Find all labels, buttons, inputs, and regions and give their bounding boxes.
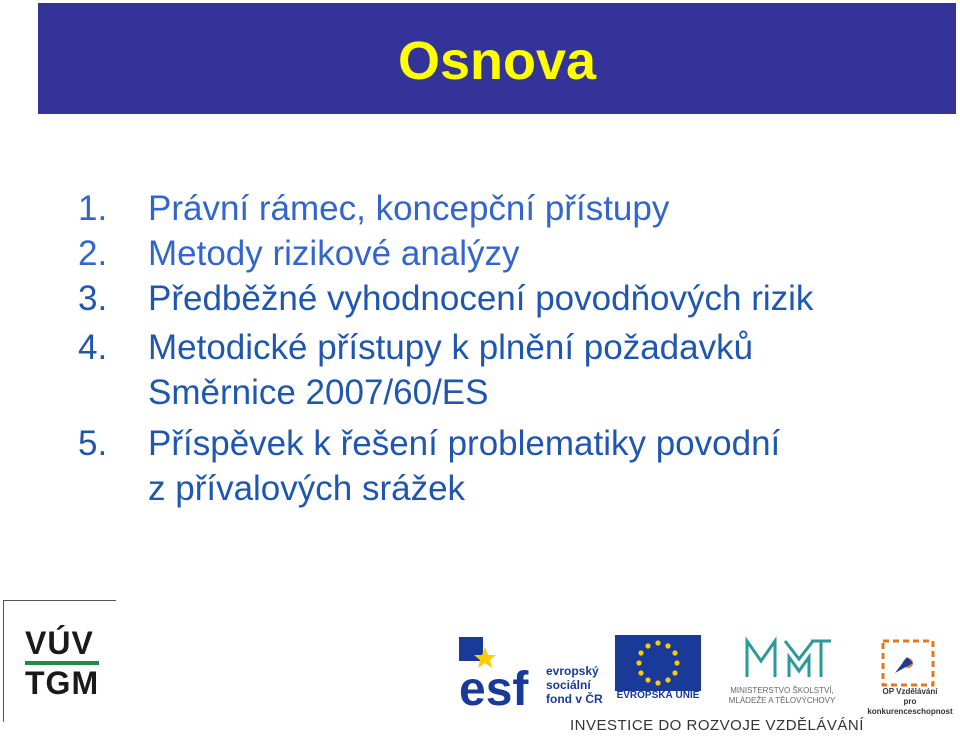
eu-flag-icon [615, 635, 701, 691]
op-label-line: pro konkurenceschopnost [867, 697, 953, 716]
list-item [78, 276, 948, 321]
vuv-logo-line2: TGM [25, 665, 100, 701]
vuv-logo-line1: VÚV [25, 625, 94, 661]
item-number: 2. [78, 234, 108, 273]
item-text-continued: z přívalových srážek [148, 469, 466, 508]
item-text-continued: Směrnice 2007/60/ES [148, 373, 489, 412]
msmt-label-line: MINISTERSTVO ŠKOLSTVÍ, [730, 686, 834, 695]
msmt-logo [747, 641, 831, 677]
item-number: 3. [78, 279, 108, 318]
item-number: 4. [78, 328, 108, 367]
item-number: 1. [78, 189, 108, 228]
list-item [78, 421, 948, 511]
msmt-label [708, 686, 856, 706]
esf-text-line: evropský [546, 664, 599, 678]
esf-text-line: sociální [546, 678, 591, 692]
list-item [78, 186, 948, 231]
msmt-label-line: MLÁDEŽE A TĚLOVÝCHOVY [728, 696, 836, 705]
title-bar [38, 3, 956, 114]
eu-label: EVROPSKÁ UNIE [616, 690, 700, 701]
outline-list [78, 186, 948, 511]
esf-mark: esf [459, 663, 529, 716]
item-text: Právní rámec, koncepční přístupy [148, 189, 670, 228]
esf-logo [457, 635, 539, 716]
item-text: Příspěvek k řešení problematiky povodní [148, 424, 781, 463]
op-logo [883, 641, 933, 685]
op-label [862, 687, 958, 717]
item-number: 5. [78, 424, 108, 463]
list-item [78, 231, 948, 276]
op-label-line: OP Vzdělávání [882, 687, 938, 696]
esf-text-line: fond v ČR [546, 692, 603, 706]
vuv-tgm-logo [3, 600, 116, 722]
footer-slogan: INVESTICE DO ROZVOJE VZDĚLÁVÁNÍ [570, 717, 864, 734]
item-text: Metodické přístupy k plnění požadavků [148, 328, 754, 367]
list-item [78, 325, 948, 415]
slide-title: Osnova [397, 31, 597, 91]
item-text: Metody rizikové analýzy [148, 234, 520, 273]
item-text: Předběžné vyhodnocení povodňových rizik [148, 279, 814, 318]
esf-text [546, 664, 603, 706]
